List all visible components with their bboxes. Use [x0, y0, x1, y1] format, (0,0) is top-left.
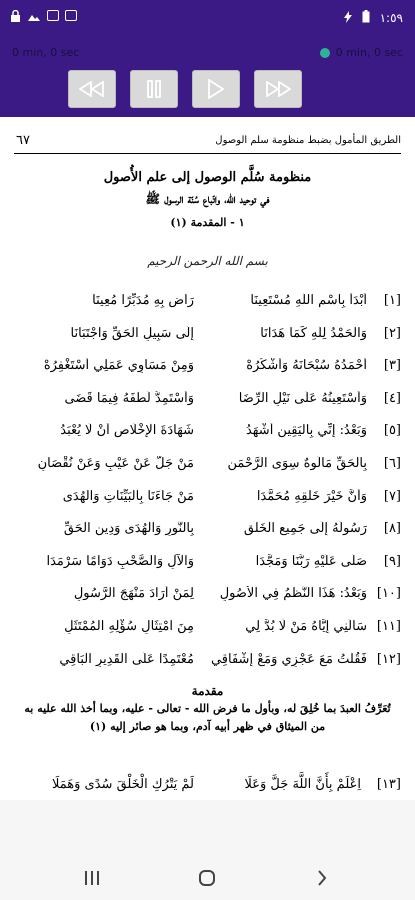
fast-forward-button[interactable] — [254, 70, 302, 108]
book-page[interactable] — [0, 117, 415, 800]
elapsed-time: 0 min, 0 sec — [12, 46, 80, 59]
verse-number: [١٠] — [376, 586, 401, 602]
poem-title: منظومة سُلَّم الوصول إلى علم الأُصول — [103, 170, 312, 185]
verse-first-hemistich: وَالْحَمْدُ لِلَّهِ كَمَا هَدَانَا — [260, 325, 367, 341]
verse-number: [٣] — [383, 358, 401, 374]
verse-second-hemistich: لَمْ يَتْرُكِ الْخَلْقَ سُدًى وَهَمَلَا — [52, 777, 194, 792]
verse-first-hemistich: أَبْدَأُ بِاسْمِ اللَّهِ مُسْتَعِينَا — [250, 293, 367, 308]
audio-player — [0, 34, 415, 117]
verse-second-hemistich: مَنْ جَلَّ عَنْ عَيْبٍ وَعَنْ نُقْصَانِ — [37, 455, 194, 471]
verse-line[interactable] — [14, 516, 401, 549]
verse-first-hemistich: بِالْحَقِّ مَأْلُوهٌ سِوَى الرَّحْمَنِ — [227, 455, 367, 471]
verse-second-hemistich: رَاضٍ بِهِ مُدَبِّرًا مُعِينَا — [92, 293, 194, 308]
verse-second-hemistich: وَأَسْتَمِدُّ لُطْفَهُ فِيمَا قَضَى — [64, 390, 194, 406]
verse-line[interactable] — [14, 451, 401, 484]
page-header — [14, 133, 401, 154]
pause-button[interactable] — [130, 70, 178, 108]
verse-line[interactable] — [14, 614, 401, 647]
home-button[interactable] — [198, 870, 216, 890]
verse-second-hemistich: شَهَادَةَ الْإِخْلَاصِ أَنْ لَا يُعْبَدُ — [60, 423, 194, 439]
verse-line[interactable] — [14, 777, 401, 800]
play-button[interactable] — [192, 70, 240, 108]
duration-group — [320, 46, 403, 59]
verse-second-hemistich: مِنَ امْتِثَالِ سُؤْلِهِ الْمُمْتَثَلِ — [64, 618, 194, 634]
header-title: الطريق المأمول بضبط منظومة سلم الوصول — [215, 135, 401, 146]
section-title: ١ - المقدمة (١) — [170, 216, 245, 229]
verse-first-hemistich: اِعْلَمْ بِأَنَّ اللَّهَ جَلَّ وَعَلَا — [244, 777, 361, 792]
verse-number: [٩] — [383, 553, 401, 569]
verse-line[interactable] — [14, 321, 401, 354]
verse-number: [١٢] — [376, 651, 401, 667]
poem-subtitle: في توحيد الله، واتّباع سُنّة الرسول ﷺ — [145, 192, 270, 206]
recents-button[interactable] — [84, 870, 100, 890]
icon-box-icon — [47, 10, 59, 21]
verse-number: [٤] — [383, 390, 401, 406]
total-time: 0 min, 0 sec — [335, 46, 403, 59]
progress-dot-icon[interactable] — [320, 48, 330, 58]
verse-line[interactable] — [14, 288, 401, 321]
rewind-button[interactable] — [68, 70, 116, 108]
verse-second-hemistich: وَالْآلِ وَالصَّحْبِ دَوَامًا سَرْمَدَا — [46, 553, 194, 569]
verse-first-hemistich: أَحْمَدُهُ سُبْحَانَهُ وَأَشْكُرُهْ — [246, 358, 367, 374]
battery-icon — [362, 10, 370, 26]
system-nav-bar — [0, 800, 415, 900]
track-time-row — [12, 46, 403, 60]
verse-number: [٧] — [383, 488, 401, 504]
recents-icon — [84, 870, 100, 886]
verse-line[interactable] — [14, 484, 401, 517]
verse-second-hemistich: لِمَنْ أَرَادَ مَنْهَجَ الرَّسُولِ — [73, 586, 194, 602]
verse-line[interactable] — [14, 581, 401, 614]
verse-number: [١١] — [376, 618, 401, 634]
play-icon — [207, 79, 225, 99]
verse-line[interactable] — [14, 353, 401, 386]
verse-first-hemistich: رَسُولُهُ إِلَى جَمِيعِ الْخَلْقِ — [243, 521, 367, 537]
status-left-icons — [10, 10, 77, 25]
status-right — [344, 10, 403, 26]
back-button[interactable] — [316, 870, 328, 890]
player-controls — [68, 70, 302, 108]
verse-number: [٢] — [383, 325, 401, 341]
intro-title: مقدمة — [191, 684, 224, 698]
verse-number: [١] — [383, 293, 401, 308]
verse-first-hemistich: وَبَعْدُ: هَذَا النَّظْمُ فِي الْأُصُولِ — [219, 586, 367, 602]
verse-second-hemistich: بِالنُّورِ وَالْهُدَى وَدِينِ الْحَقِّ — [63, 521, 194, 537]
verse-second-hemistich: مُعْتَمِدًا عَلَى الْقَدِيرِ الْبَاقِي — [59, 651, 194, 667]
charging-bolt-icon — [344, 11, 352, 26]
rewind-icon — [79, 81, 105, 97]
status-time: ١:٥٩ — [379, 11, 403, 25]
verse-number: [٨] — [383, 521, 401, 537]
basmala: بسم الله الرحمن الرحيم — [147, 254, 268, 268]
fast-forward-icon — [265, 81, 291, 97]
verse-line[interactable] — [14, 386, 401, 419]
verse-second-hemistich: مَنْ جَاءَنَا بِالْبَيِّنَاتِ وَالْهُدَى — [62, 488, 194, 504]
verse-number: [٥] — [383, 423, 401, 439]
verse-second-hemistich: إِلَى سَبِيلِ الْحَقِّ وَاجْتَبَانَا — [70, 325, 194, 341]
status-bar — [0, 0, 415, 34]
verse-line[interactable] — [14, 418, 401, 451]
intro-text: تُعَرِّفُ العبدَ بما خُلِقَ له، وبأول ما فرض الله - تعالى - عليه، وبما أخذ الله عليه به من الميثاق في ظهر أبيه آدم، وبما هو صائر إليه (١) — [24, 702, 391, 733]
verse-first-hemistich: سَأَلَنِي إِيَّاهُ مَنْ لَا بُدَّ لِي — [245, 618, 367, 634]
verse-second-hemistich: وَمِنْ مَسَاوِي عَمَلِي أَسْتَغْفِرُهْ — [43, 358, 194, 374]
verse-first-hemistich: وَأَسْتَعِينُهُ عَلَى نَيْلِ الرِّضَا — [238, 390, 367, 406]
verse-first-hemistich: صَلَّى عَلَيْهِ رَبُّنَا وَمَجَّدَا — [255, 553, 367, 569]
verse-line[interactable] — [14, 647, 401, 680]
image-icon — [27, 10, 41, 25]
verse-first-hemistich: وَبَعْدُ: إِنِّي بِالْيَقِينِ أَشْهَدُ — [245, 423, 367, 439]
back-icon — [316, 870, 328, 886]
page-number: ٦٧ — [16, 133, 30, 148]
icon-box-icon — [65, 10, 77, 21]
verse-line[interactable] — [14, 549, 401, 582]
home-icon — [198, 870, 216, 886]
verse-first-hemistich: وَأَنَّ خَيْرَ خَلْقِهِ مُحَمَّدَا — [256, 488, 367, 504]
verse-first-hemistich: فَقُلْتُ مَعَ عَجْزِي وَمَعْ إِشْفَاقِي — [210, 651, 367, 667]
verse-number: [٦] — [383, 455, 401, 471]
verses-list — [14, 288, 401, 679]
pause-icon — [146, 80, 162, 98]
verse-number: [١٣] — [376, 777, 401, 792]
lock-icon — [10, 10, 21, 25]
